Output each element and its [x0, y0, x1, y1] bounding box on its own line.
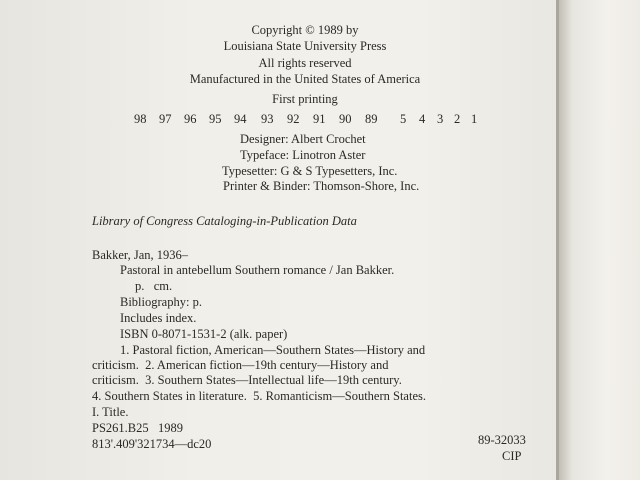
cip-bibliography: Bibliography: p.: [120, 295, 202, 309]
printing-year: 95: [209, 112, 222, 126]
printing-count: 2: [454, 112, 461, 126]
cip-index: Includes index.: [120, 311, 197, 325]
printing-year: 94: [234, 112, 247, 126]
cip-heading: Library of Congress Cataloging-in-Publication Data: [92, 214, 357, 228]
manufactured-line: Manufactured in the United States of America: [189, 72, 421, 86]
printing-year: 91: [313, 112, 326, 126]
printing-year: 92: [287, 112, 300, 126]
printing-year: 96: [184, 112, 197, 126]
printing-year: 93: [261, 112, 274, 126]
typesetter-line: Typesetter: G & S Typesetters, Inc.: [222, 164, 398, 178]
cip-pages: p. cm.: [135, 279, 173, 293]
cip-dewey: 813'.409'321734—dc20: [92, 437, 212, 451]
printing-count: 5: [400, 112, 407, 126]
printing-year: 98: [134, 112, 147, 126]
cip-lccn: 89-32033: [478, 433, 526, 447]
cip-subject-line: I. Title.: [92, 405, 129, 419]
cip-subject-line: 4. Southern States in literature. 5. Romanticism—Southern States.: [92, 389, 426, 403]
printing-count: 3: [437, 112, 444, 126]
cip-author: Bakker, Jan, 1936–: [92, 248, 189, 262]
printing-count: 4: [419, 112, 426, 126]
cip-lc-class: PS261.B25 1989: [92, 421, 183, 435]
typeface-line: Typeface: Linotron Aster: [240, 148, 366, 162]
cip-subject-line: criticism. 3. Southern States—Intellectual life—19th century.: [92, 373, 402, 387]
printing-count: 1: [471, 112, 478, 126]
printing-year: 90: [339, 112, 352, 126]
cip-title: Pastoral in antebellum Southern romance / Jan Bakker.: [120, 263, 395, 277]
copyright-line: Copyright © 1989 by: [251, 23, 359, 37]
cip-subject-line: 1. Pastoral fiction, American—Southern States—History and: [120, 343, 426, 357]
cip-subject-line: criticism. 2. American fiction—19th century—History and: [92, 358, 389, 372]
publisher-line: Louisiana State University Press: [223, 39, 387, 53]
cip-label: CIP: [502, 449, 522, 463]
printer-line: Printer & Binder: Thomson-Shore, Inc.: [223, 179, 420, 193]
cip-isbn: ISBN 0-8071-1531-2 (alk. paper): [120, 327, 288, 341]
facing-page: [558, 0, 640, 480]
page-edge: [556, 0, 559, 480]
rights-line: All rights reserved: [258, 56, 352, 70]
designer-line: Designer: Albert Crochet: [240, 132, 366, 146]
printing-year: 97: [159, 112, 172, 126]
printing-label: First printing: [272, 92, 338, 106]
printing-year: 89: [365, 112, 378, 126]
